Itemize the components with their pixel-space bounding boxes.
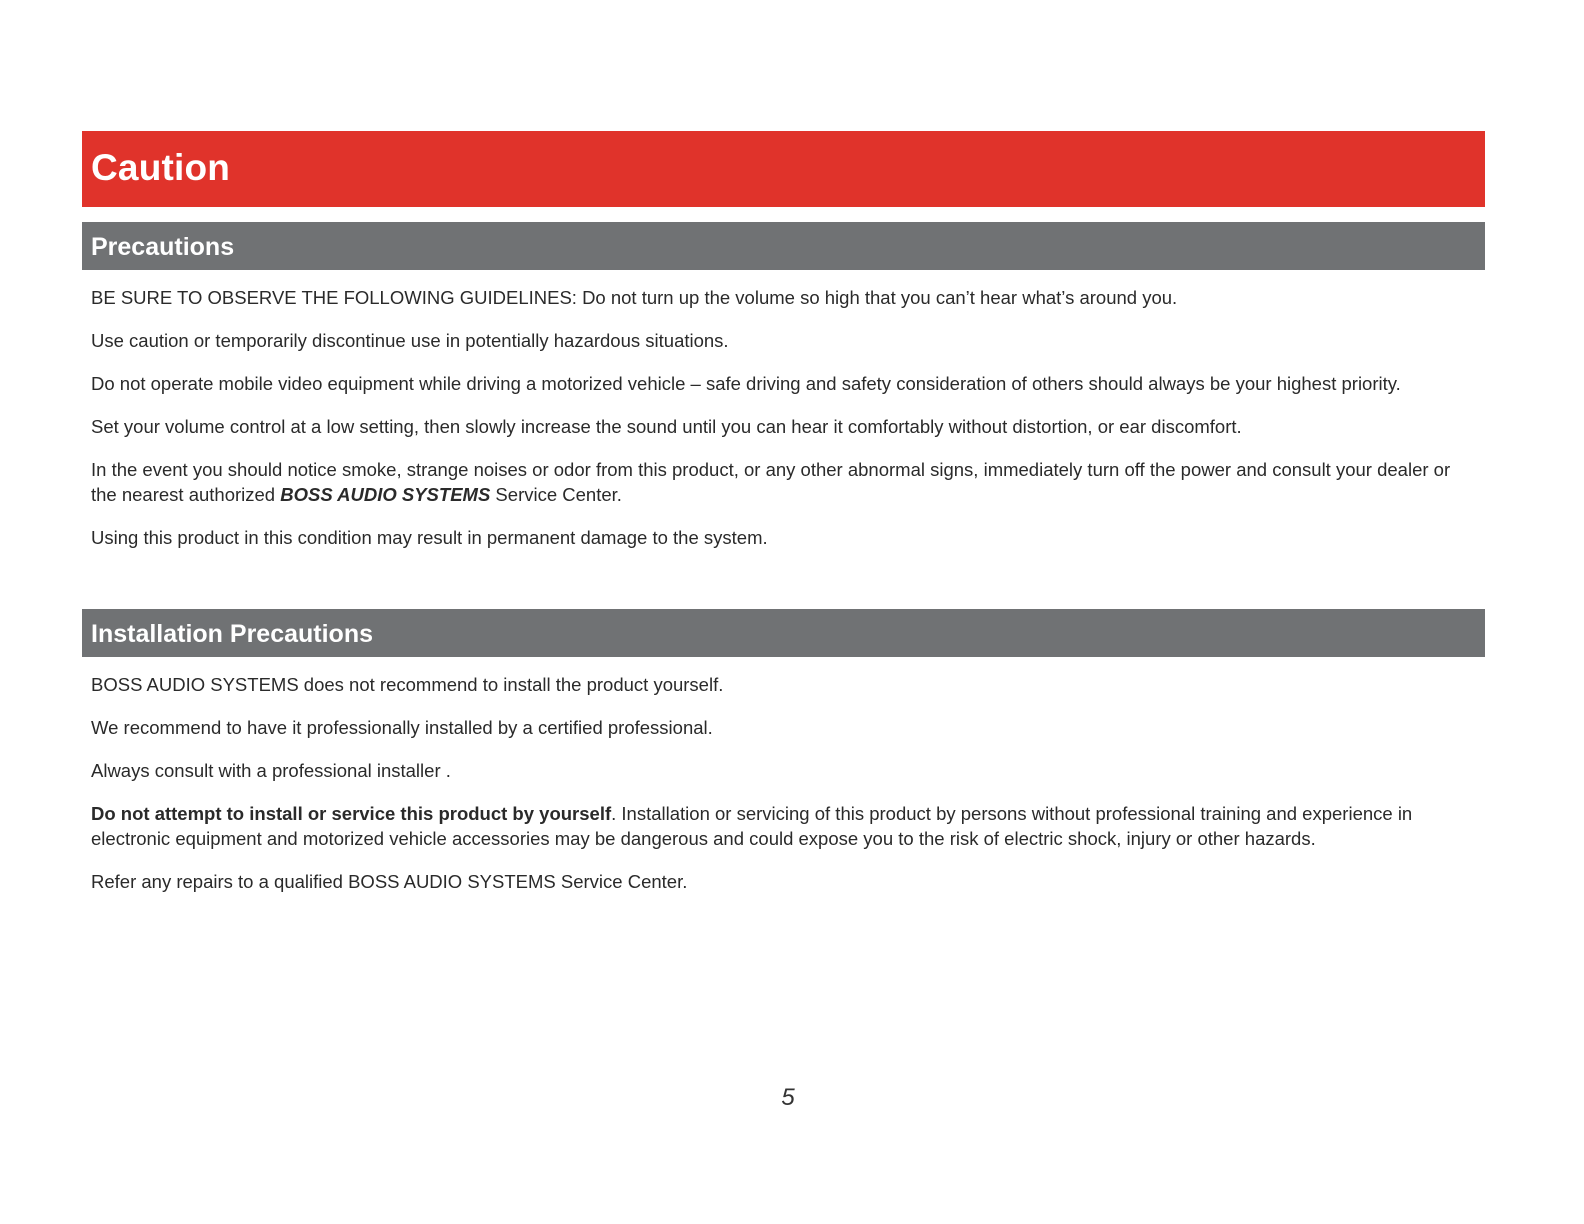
precautions-body <box>91 285 1476 568</box>
installation-body <box>91 672 1476 912</box>
installation-paragraph-5: Refer any repairs to a qualified BOSS AUDIO SYSTEMS Service Center. <box>91 871 688 892</box>
precautions-paragraph-6: Using this product in this condition may result in permanent damage to the system. <box>91 527 768 548</box>
brand-name: BOSS AUDIO SYSTEMS <box>280 484 491 505</box>
precautions-paragraph-5-end: Service Center. <box>490 484 622 505</box>
precautions-paragraph-2: Use caution or temporarily discontinue use in potentially hazardous situations. <box>91 330 729 351</box>
precautions-paragraph-5 <box>91 457 1476 507</box>
installation-paragraph-1: BOSS AUDIO SYSTEMS does not recommend to install the product yourself. <box>91 674 724 695</box>
installation-warning-bold: Do not attempt to install or service this product by yourself <box>91 803 612 824</box>
page-number: 5 <box>781 1084 795 1111</box>
precautions-paragraph-3: Do not operate mobile video equipment while driving a motorized vehicle – safe driving and safety consideration of others should always be your highest priority. <box>91 373 1401 394</box>
precautions-paragraph-1: BE SURE TO OBSERVE THE FOLLOWING GUIDELINES: Do not turn up the volume so high that you can’t hear what’s around you. <box>91 287 1178 308</box>
installation-heading: Installation Precautions <box>91 620 374 648</box>
caution-title-bar <box>82 131 1485 207</box>
precautions-paragraph-4: Set your volume control at a low setting, then slowly increase the sound until you can hear it comfortably without distortion, or ear discomfort. <box>91 416 1242 437</box>
precautions-header-bar <box>82 222 1485 270</box>
installation-paragraph-4 <box>91 801 1476 851</box>
installation-warning-text: . Installation or servicing of this product by persons without professional training and experience in electronic equipment and motorized vehicle accessories may be dangerous and could expose you to the risk of electric shock, injury or other hazards. <box>91 803 1413 849</box>
installation-header-bar <box>82 609 1485 657</box>
precautions-heading: Precautions <box>91 233 235 261</box>
precautions-paragraph-5-text: In the event you should notice smoke, strange noises or odor from this product, or any other abnormal signs, immediately turn off the power and consult your dealer or the nearest authorized <box>91 459 1451 505</box>
page-title: Caution <box>91 147 231 188</box>
installation-paragraph-3: Always consult with a professional installer . <box>91 760 451 781</box>
installation-paragraph-2: We recommend to have it professionally installed by a certified professional. <box>91 717 713 738</box>
